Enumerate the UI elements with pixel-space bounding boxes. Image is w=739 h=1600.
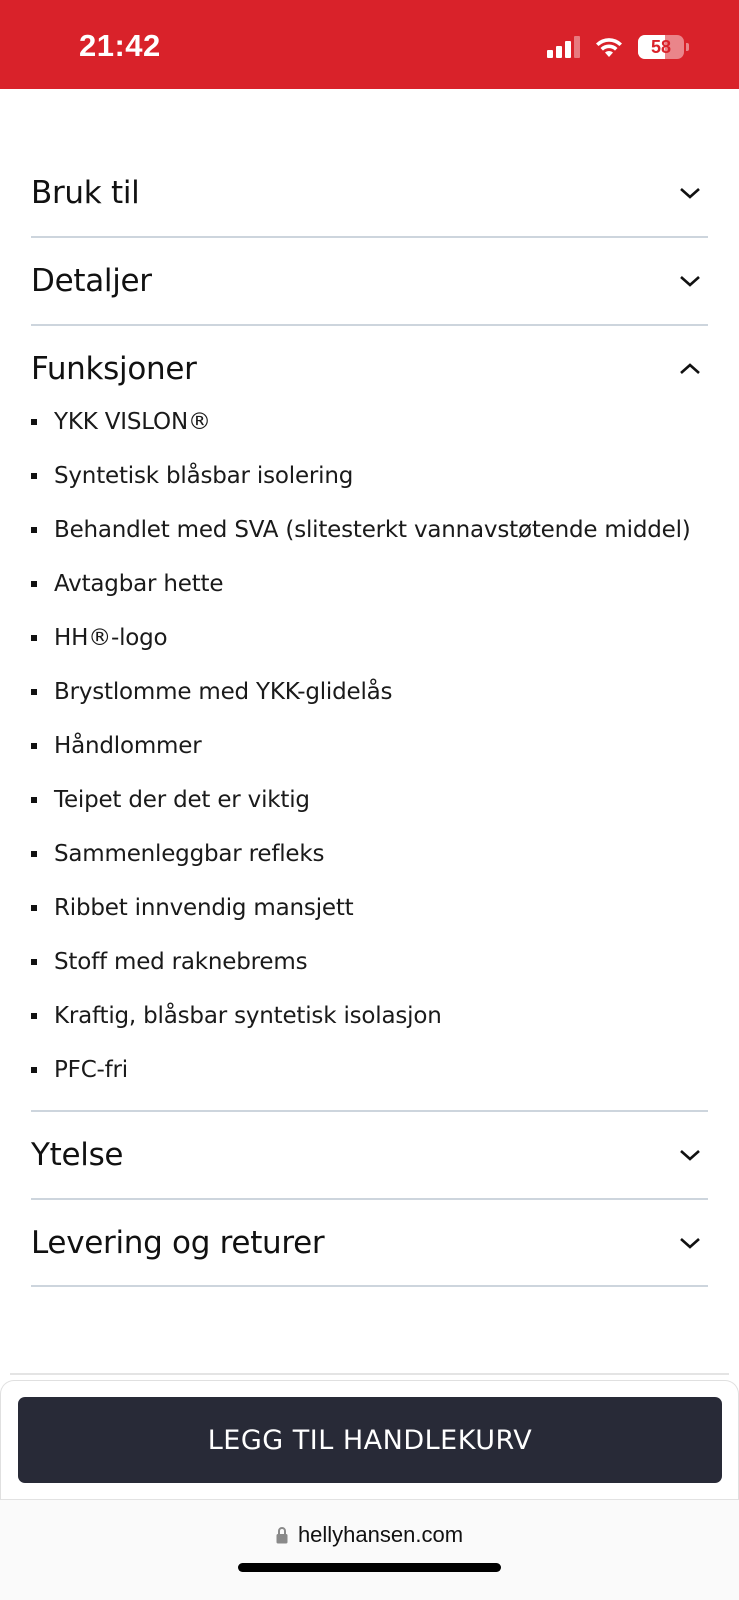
browser-address-bar <box>0 1500 739 1600</box>
chevron-down-icon <box>678 181 702 205</box>
status-bar <box>0 0 739 89</box>
feature-item: Håndlommer <box>31 731 201 761</box>
bullet-icon <box>31 797 37 803</box>
feature-item: HH®-logo <box>31 623 167 653</box>
accordion-title: Bruk til <box>31 175 140 211</box>
feature-item: Sammenleggbar refleks <box>31 839 324 869</box>
bullet-icon <box>31 473 37 479</box>
status-time: 21:42 <box>79 28 161 63</box>
feature-item: PFC-fri <box>31 1055 128 1085</box>
accordion-header-funksjoner[interactable] <box>31 325 708 413</box>
bullet-icon <box>31 689 37 695</box>
battery-icon <box>638 35 684 59</box>
chevron-up-icon <box>678 357 702 381</box>
bullet-icon <box>31 635 37 641</box>
status-icons <box>547 35 689 59</box>
lock-icon <box>276 1526 288 1544</box>
bullet-icon <box>31 527 37 533</box>
divider <box>10 1373 729 1375</box>
add-to-cart-button[interactable]: LEGG TIL HANDLEKURV <box>18 1397 722 1483</box>
feature-item: Teipet der det er viktig <box>31 785 310 815</box>
chevron-down-icon <box>678 1231 702 1255</box>
feature-item: Avtagbar hette <box>31 569 223 599</box>
url-display[interactable] <box>0 1522 739 1548</box>
wifi-icon <box>594 36 624 58</box>
accordion-header-ytelse[interactable] <box>31 1111 708 1199</box>
bullet-icon <box>31 959 37 965</box>
signal-icon <box>547 36 580 58</box>
chevron-down-icon <box>678 1143 702 1167</box>
accordion-title: Detaljer <box>31 263 152 299</box>
accordion-title: Funksjoner <box>31 351 197 387</box>
url-text: hellyhansen.com <box>297 1522 464 1547</box>
feature-item: YKK VISLON® <box>31 407 211 437</box>
battery-percent: 58 <box>650 36 672 57</box>
bullet-icon <box>31 419 37 425</box>
accordion-header-levering-og-returer[interactable] <box>31 1199 708 1287</box>
bullet-icon <box>31 581 37 587</box>
feature-item: Behandlet med SVA (slitesterkt vannavstøtende middel) <box>31 515 691 545</box>
feature-item: Kraftig, blåsbar syntetisk isolasjon <box>31 1001 442 1031</box>
divider <box>31 1285 708 1287</box>
feature-item: Stoff med raknebrems <box>31 947 307 977</box>
bullet-icon <box>31 743 37 749</box>
feature-item: Syntetisk blåsbar isolering <box>31 461 353 491</box>
bullet-icon <box>31 1013 37 1019</box>
accordion-header-detaljer[interactable] <box>31 237 708 325</box>
accordion-title: Ytelse <box>31 1137 124 1173</box>
bullet-icon <box>31 851 37 857</box>
bullet-icon <box>31 905 37 911</box>
feature-item: Brystlomme med YKK-glidelås <box>31 677 392 707</box>
feature-item: Ribbet innvendig mansjett <box>31 893 353 923</box>
sticky-cta-panel <box>0 1380 739 1502</box>
chevron-down-icon <box>678 269 702 293</box>
bullet-icon <box>31 1067 37 1073</box>
accordion-header-bruk-til[interactable] <box>31 149 708 237</box>
accordion-title: Levering og returer <box>31 1225 325 1261</box>
home-indicator[interactable] <box>238 1563 501 1572</box>
